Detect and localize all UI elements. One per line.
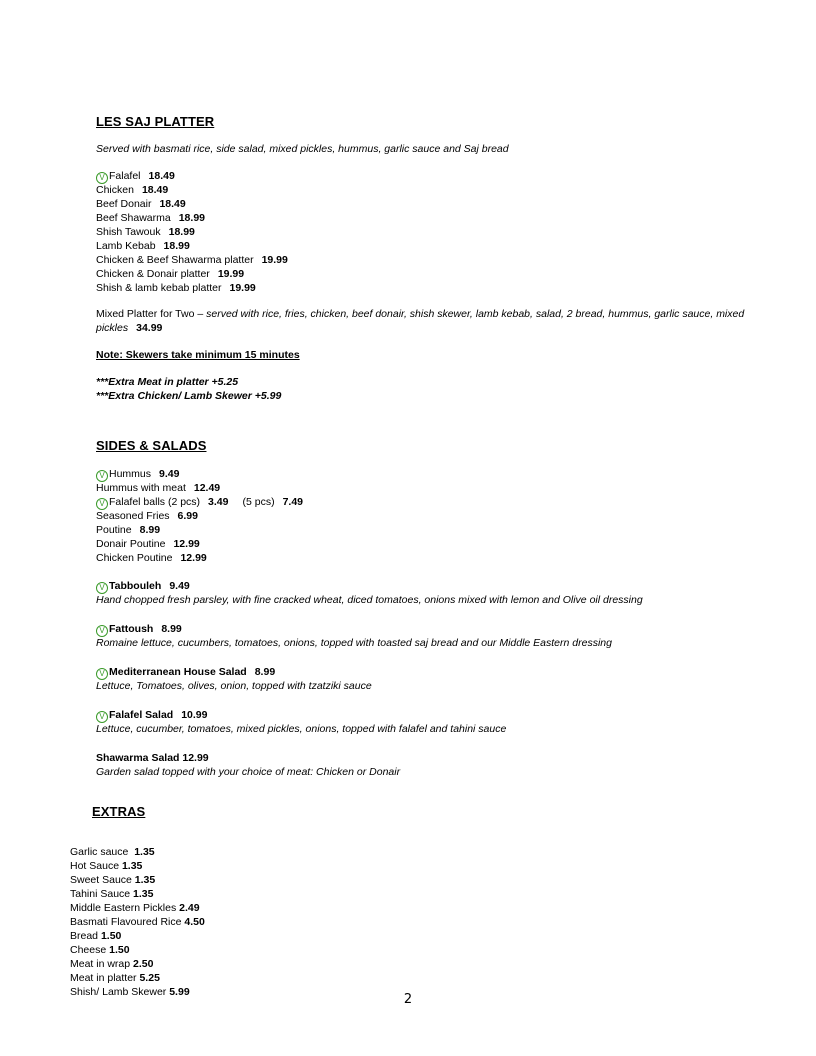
salad-description: Romaine lettuce, cucumbers, tomatoes, onions, topped with toasted saj bread and our Middle Eastern dressing	[96, 637, 612, 649]
saj-description: Served with basmati rice, side salad, mixed pickles, hummus, garlic sauce and Saj bread	[96, 143, 509, 155]
salad-item	[96, 622, 736, 650]
sides-item-list	[96, 467, 736, 565]
vegetarian-icon: V	[96, 498, 108, 510]
saj-item	[96, 225, 736, 239]
salad-name: Falafel Salad	[109, 709, 174, 721]
item-name: Meat in wrap	[70, 958, 131, 970]
item-price: 4.50	[184, 916, 205, 928]
salad-price: 9.49	[169, 580, 190, 592]
skewer-note: Note: Skewers take minimum 15 minutes	[96, 349, 300, 361]
item-name: Chicken & Beef Shawarma platter	[96, 254, 254, 266]
salad-description: Lettuce, Tomatoes, olives, onion, topped with tzatziki sauce	[96, 680, 372, 692]
item-price: 12.99	[180, 552, 207, 564]
item-name: Shish/ Lamb Skewer	[70, 986, 167, 998]
salad-description: Garden salad topped with your choice of meat: Chicken or Donair	[96, 766, 401, 778]
salad-item	[96, 751, 736, 779]
item-name: Beef Donair	[96, 198, 152, 210]
item-name: Chicken Poutine	[96, 552, 173, 564]
sides-section	[96, 438, 736, 779]
item-price: 19.99	[261, 254, 288, 266]
item-price: 1.35	[134, 846, 155, 858]
saj-item-list	[96, 169, 736, 295]
item-name: Falafel balls (2 pcs)	[109, 496, 201, 508]
salad-price: 10.99	[181, 709, 208, 721]
item-name: Shish Tawouk	[96, 226, 161, 238]
side-item	[96, 467, 736, 481]
item-price: 18.99	[178, 212, 205, 224]
item-price: 18.99	[163, 240, 190, 252]
salad-title	[96, 579, 736, 593]
extra-item	[70, 873, 710, 887]
item-price: 1.50	[100, 930, 122, 942]
salad-name: Tabbouleh	[109, 580, 162, 592]
item-name: Donair Poutine	[96, 538, 166, 550]
item-price: 1.35	[134, 874, 156, 886]
salad-price: 8.99	[254, 666, 276, 678]
mixed-platter-price: 34.99	[136, 322, 163, 334]
item-price: 2.50	[133, 958, 154, 970]
item-name: Garlic sauce	[70, 846, 129, 858]
item-price: 1.35	[121, 860, 143, 872]
item-name: Beef Shawarma	[96, 212, 171, 224]
extra-item	[70, 901, 710, 915]
saj-item	[96, 281, 736, 295]
item-name: Chicken	[96, 184, 134, 196]
item-name: Falafel	[109, 170, 141, 182]
extras-heading: EXTRAS	[92, 804, 146, 819]
item-alt-price: 7.49	[282, 496, 304, 508]
mixed-platter-line-2	[96, 321, 736, 335]
item-price: 19.99	[229, 282, 256, 294]
item-name: Hummus	[109, 468, 152, 480]
item-price: 9.49	[159, 468, 180, 480]
salad-name: Fattoush	[109, 623, 154, 635]
salad-description: Lettuce, cucumber, tomatoes, mixed pickles, onions, topped with falafel and tahini sauce	[96, 723, 507, 735]
item-name: Hot Sauce	[70, 860, 120, 872]
salad-item	[96, 708, 736, 736]
item-price: 18.99	[168, 226, 195, 238]
side-item	[96, 551, 736, 565]
saj-item	[96, 253, 736, 267]
extra-item	[70, 887, 710, 901]
item-price: 18.49	[148, 170, 175, 182]
item-price: 18.49	[159, 198, 186, 210]
item-price: 1.50	[109, 944, 130, 956]
item-name: Bread	[70, 930, 99, 942]
extra-item	[70, 943, 710, 957]
item-name: Sweet Sauce	[70, 874, 132, 886]
mixed-platter-line-1	[96, 307, 745, 321]
saj-section	[96, 114, 745, 403]
saj-item	[96, 183, 736, 197]
item-price: 2.49	[179, 902, 200, 914]
vegetarian-icon: V	[96, 582, 108, 594]
item-name: Seasoned Fries	[96, 510, 170, 522]
salad-title	[96, 708, 736, 722]
sides-heading: SIDES & SALADS	[96, 438, 207, 453]
mixed-platter	[96, 307, 745, 335]
mixed-platter-description: served with rice, fries, chicken, beef donair, shish skewer, lamb kebab, salad, 2 bread, hummus, garlic sauce, mixed	[206, 308, 745, 320]
saj-item	[96, 239, 736, 253]
item-price: 5.99	[169, 986, 190, 998]
extras-heading-wrap	[92, 804, 732, 819]
salad-item	[96, 665, 736, 693]
item-name: Middle Eastern Pickles	[70, 902, 177, 914]
vegetarian-icon: V	[96, 470, 108, 482]
item-price: 5.25	[139, 972, 160, 984]
saj-item	[96, 267, 736, 281]
item-price: 8.99	[139, 524, 161, 536]
extra-item	[70, 915, 710, 929]
extra-item	[70, 859, 710, 873]
item-price: 1.35	[133, 888, 154, 900]
saj-item	[96, 197, 736, 211]
salad-price: 8.99	[161, 623, 182, 635]
saj-item	[96, 211, 736, 225]
extra-meat-note: ***Extra Meat in platter +5.25	[96, 376, 239, 388]
item-name: Tahini Sauce	[70, 888, 131, 900]
vegetarian-icon: V	[96, 668, 108, 680]
item-price: 12.99	[173, 538, 200, 550]
side-item	[96, 523, 736, 537]
item-price: 18.49	[141, 184, 169, 196]
item-price: 19.99	[217, 268, 245, 280]
item-name: Meat in platter	[70, 972, 137, 984]
vegetarian-icon: V	[96, 172, 108, 184]
extra-item	[70, 845, 710, 859]
salad-name: Mediterranean House Salad	[109, 666, 247, 678]
salad-title	[96, 665, 736, 679]
extra-item	[70, 971, 710, 985]
side-item	[96, 481, 736, 495]
vegetarian-icon: V	[96, 625, 108, 637]
mixed-platter-description-cont: pickles	[96, 322, 129, 334]
item-alt-label: (5 pcs)	[242, 496, 275, 508]
item-name: Lamb Kebab	[96, 240, 156, 252]
side-item	[96, 495, 736, 509]
item-name: Basmati Flavoured Rice	[70, 916, 182, 928]
vegetarian-icon: V	[96, 711, 108, 723]
extra-item	[70, 929, 710, 943]
salad-title	[96, 622, 736, 636]
extra-item	[70, 957, 710, 971]
salad-item	[96, 579, 736, 607]
item-price: 3.49	[208, 496, 229, 508]
page-number: 2	[403, 992, 413, 1007]
salad-name: Shawarma Salad 12.99	[96, 752, 209, 764]
item-name: Shish & lamb kebab platter	[96, 282, 222, 294]
mixed-platter-name: Mixed Platter for Two –	[96, 308, 207, 320]
item-name: Chicken & Donair platter	[96, 268, 210, 280]
item-price: 12.49	[193, 482, 221, 494]
side-item	[96, 537, 736, 551]
salad-description: Hand chopped fresh parsley, with fine cracked wheat, diced tomatoes, onions mixed with lemon and Olive oil dressing	[96, 594, 643, 606]
extras-list	[70, 845, 710, 999]
saj-heading: LES SAJ PLATTER	[96, 114, 215, 129]
item-name: Hummus with meat	[96, 482, 186, 494]
item-name: Poutine	[96, 524, 132, 536]
extra-skewer-note: ***Extra Chicken/ Lamb Skewer +5.99	[96, 390, 282, 402]
side-item	[96, 509, 736, 523]
item-price: 6.99	[177, 510, 198, 522]
saj-item	[96, 169, 736, 183]
item-name: Cheese	[70, 944, 107, 956]
